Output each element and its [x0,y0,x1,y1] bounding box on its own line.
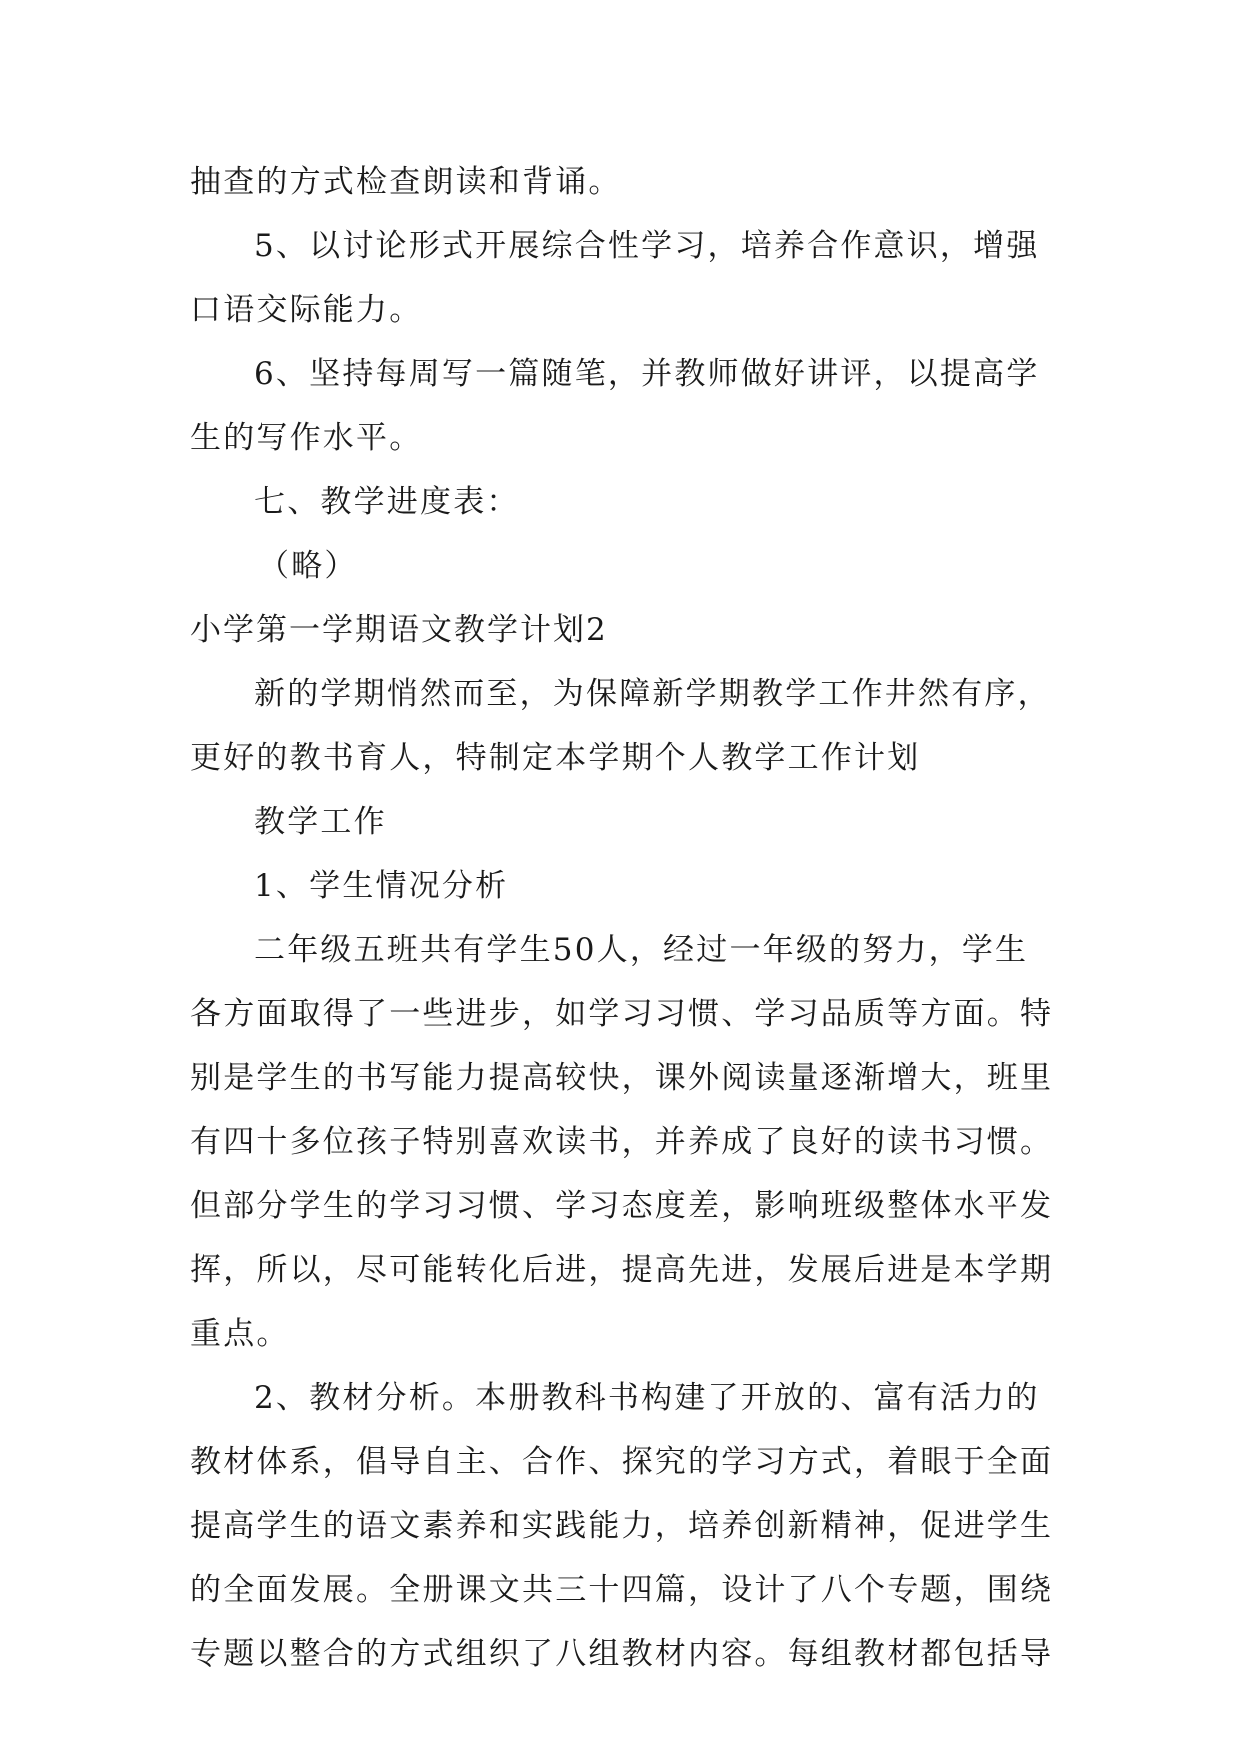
document-page [190,150,1070,1686]
section-heading: 1、学生情况分析 [254,868,509,904]
text-line: 2、教材分析。本册教科书构建了开放的、富有活力的 [254,1380,1040,1416]
text-line: 的全面发展。全册课文共三十四篇，设计了八个专题，围绕 [190,1572,1054,1608]
text-line: 5、以讨论形式开展综合性学习，培养合作意识，增强 [254,228,1040,264]
text-line: 二年级五班共有学生50人，经过一年级的努力，学生 [254,932,1029,968]
text-line: 教材体系，倡导自主、合作、探究的学习方式，着眼于全面 [190,1444,1054,1480]
text-line: 重点。 [190,1316,290,1352]
text-line: 但部分学生的学习习惯、学习态度差，影响班级整体水平发 [190,1188,1054,1224]
text-line: 抽查的方式检查朗读和背诵。 [190,164,622,200]
text-line: 别是学生的书写能力提高较快，课外阅读量逐渐增大，班里 [190,1060,1054,1096]
text-line: 新的学期悄然而至，为保障新学期教学工作井然有序， [254,676,1051,712]
text-line: 6、坚持每周写一篇随笔，并教师做好讲评，以提高学 [254,356,1040,392]
text-line: 各方面取得了一些进步，如学习习惯、学习品质等方面。特 [190,996,1054,1032]
text-line: 生的写作水平。 [190,420,423,456]
text-line: 提高学生的语文素养和实践能力，培养创新精神，促进学生 [190,1508,1054,1544]
text-line: 有四十多位孩子特别喜欢读书，并养成了良好的读书习惯。 [190,1124,1054,1160]
text-line: 挥，所以，尽可能转化后进，提高先进，发展后进是本学期 [190,1252,1054,1288]
document-title: 小学第一学期语文教学计划2 [190,612,608,648]
text-line: 更好的教书育人，特制定本学期个人教学工作计划 [190,740,921,776]
text-line: 口语交际能力。 [190,292,423,328]
section-heading: 教学工作 [254,804,387,840]
text-line: 专题以整合的方式组织了八组教材内容。每组教材都包括导 [190,1636,1054,1672]
section-heading: 七、教学进度表： [254,484,520,520]
text-line: （略） [258,548,358,584]
